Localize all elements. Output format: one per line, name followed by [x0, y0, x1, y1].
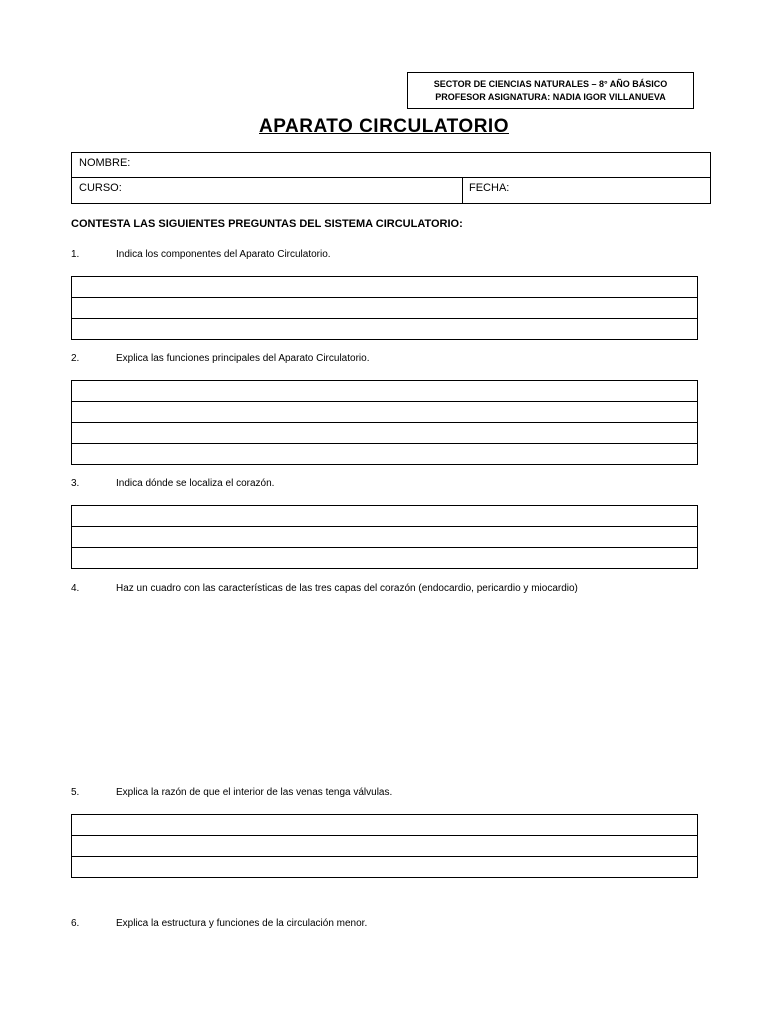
course-label: CURSO:: [79, 182, 122, 194]
answer-line[interactable]: [72, 444, 697, 464]
answer-line[interactable]: [72, 527, 697, 548]
answer-box-3[interactable]: [71, 505, 698, 569]
answer-line[interactable]: [72, 815, 697, 836]
student-info-table: [71, 152, 711, 204]
name-label: NOMBRE:: [79, 157, 131, 169]
question-text: Haz un cuadro con las características de las tres capas del corazón (endocardio, pericardio y miocardio): [116, 583, 578, 594]
answer-line[interactable]: [72, 836, 697, 857]
answer-box-5[interactable]: [71, 814, 698, 878]
subject-sector-line: SECTOR DE CIENCIAS NATURALES – 8° AÑO BÁSICO: [433, 78, 668, 89]
question-text: Explica las funciones principales del Aparato Circulatorio.: [116, 353, 370, 364]
answer-line[interactable]: [72, 402, 697, 423]
question-text: Explica la razón de que el interior de las venas tenga válvulas.: [116, 787, 393, 798]
instruction-text: CONTESTA LAS SIGUIENTES PREGUNTAS DEL SISTEMA CIRCULATORIO:: [71, 218, 463, 230]
answer-line[interactable]: [72, 319, 697, 339]
question-number: 1.: [71, 249, 80, 260]
name-row[interactable]: [72, 153, 710, 178]
question-number: 5.: [71, 787, 80, 798]
subject-header-box: [407, 72, 694, 109]
answer-box-1[interactable]: [71, 276, 698, 340]
question-text: Indica los componentes del Aparato Circulatorio.: [116, 249, 331, 260]
question-number: 4.: [71, 583, 80, 594]
answer-box-2[interactable]: [71, 380, 698, 465]
question-number: 6.: [71, 918, 80, 929]
date-label: FECHA:: [469, 182, 510, 194]
answer-line[interactable]: [72, 298, 697, 319]
answer-line[interactable]: [72, 423, 697, 444]
course-date-row: [72, 178, 710, 203]
answer-line[interactable]: [72, 548, 697, 568]
question-number: 3.: [71, 478, 80, 489]
answer-line[interactable]: [72, 506, 697, 527]
answer-line[interactable]: [72, 381, 697, 402]
document-title: APARATO CIRCULATORIO: [259, 116, 509, 137]
answer-line[interactable]: [72, 857, 697, 877]
question-number: 2.: [71, 353, 80, 364]
question-text: Explica la estructura y funciones de la circulación menor.: [116, 918, 368, 929]
subject-teacher-line: PROFESOR ASIGNATURA: NADIA IGOR VILLANUEVA: [435, 91, 666, 102]
question-text: Indica dónde se localiza el corazón.: [116, 478, 275, 489]
answer-line[interactable]: [72, 277, 697, 298]
course-date-divider: [462, 178, 463, 203]
